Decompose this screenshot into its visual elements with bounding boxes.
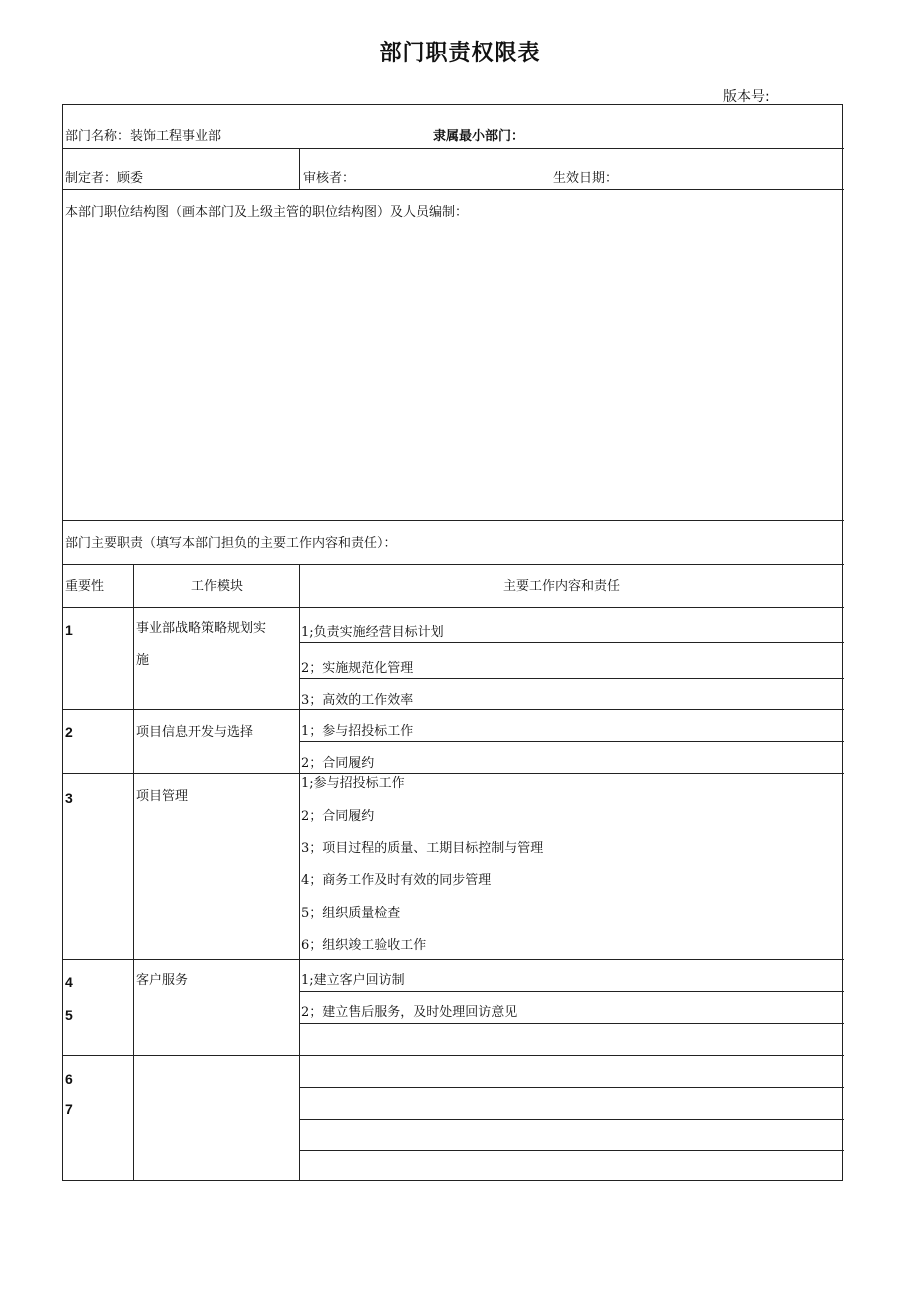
module-cell: 事业部战略策略规划实 (136, 621, 267, 636)
effective-date-field: 生效日期： (553, 171, 619, 186)
duties-label: 部门主要职责（填写本部门担负的主要工作内容和责任）： (65, 536, 397, 551)
content-item: 6；组织竣工验收工作 (301, 938, 427, 953)
row-divider (63, 607, 844, 608)
row-number: 7 (65, 1101, 73, 1117)
module-cell: 项目管理 (136, 789, 189, 804)
row-divider (63, 709, 844, 710)
dept-name-field: 部门名称：装饰工程事业部 (65, 129, 222, 144)
row-divider (63, 520, 844, 521)
cell-divider (299, 1023, 844, 1024)
content-item: 2；建立售后服务，及时处理回访意见 (301, 1005, 518, 1020)
page-title: 部门职责权限表 (379, 41, 541, 66)
content-item: 3；高效的工作效率 (301, 693, 414, 708)
module-cell-cont: 施 (136, 653, 150, 668)
cell-divider (299, 642, 844, 643)
cell-divider (299, 1150, 844, 1151)
module-cell: 客户服务 (136, 973, 189, 988)
row-divider (63, 1055, 844, 1056)
row-number: 1 (65, 622, 73, 638)
content-item: 5；组织质量检查 (301, 906, 401, 921)
parent-dept-field: 隶属最小部门： (433, 129, 525, 144)
content-item: 2；实施规范化管理 (301, 661, 414, 676)
content-item: 4；商务工作及时有效的同步管理 (301, 873, 492, 888)
form-table (62, 104, 843, 1181)
cell-divider (299, 991, 844, 992)
row-divider (63, 773, 844, 774)
cell-divider (299, 1087, 844, 1088)
content-item: 1;负责实施经营目标计划 (301, 625, 444, 640)
row-number: 4 (65, 974, 73, 990)
col-header-importance: 重要性 (65, 579, 105, 594)
structure-label: 本部门职位结构图（画本部门及上级主管的职位结构图）及人员编制： (65, 205, 469, 220)
cell-divider (299, 678, 844, 679)
row-divider (63, 959, 844, 960)
col-header-content: 主要工作内容和责任 (503, 579, 621, 594)
row-divider (63, 564, 844, 565)
row-number: 2 (65, 724, 73, 740)
row-divider (63, 189, 844, 190)
col-divider (133, 564, 134, 1181)
cell-divider (299, 741, 844, 742)
author-field: 制定者：顾委 (65, 171, 144, 186)
col-divider (299, 148, 300, 189)
content-item: 1；参与招投标工作 (301, 724, 414, 739)
content-item: 1;建立客户回访制 (301, 973, 405, 988)
row-number: 3 (65, 790, 73, 806)
col-divider (299, 564, 300, 1181)
reviewer-field: 审核者： (303, 171, 356, 186)
content-item: 1;参与招投标工作 (301, 776, 405, 791)
content-item: 3；项目过程的质量、工期目标控制与管理 (301, 841, 544, 856)
col-header-module: 工作模块 (191, 579, 244, 594)
content-item: 2；合同履约 (301, 756, 375, 771)
row-divider (63, 148, 844, 149)
row-number: 6 (65, 1071, 73, 1087)
version-label: 版本号: (723, 89, 770, 105)
cell-divider (299, 1119, 844, 1120)
row-number: 5 (65, 1007, 73, 1023)
content-item: 2；合同履约 (301, 809, 375, 824)
module-cell: 项目信息开发与选择 (136, 725, 254, 740)
